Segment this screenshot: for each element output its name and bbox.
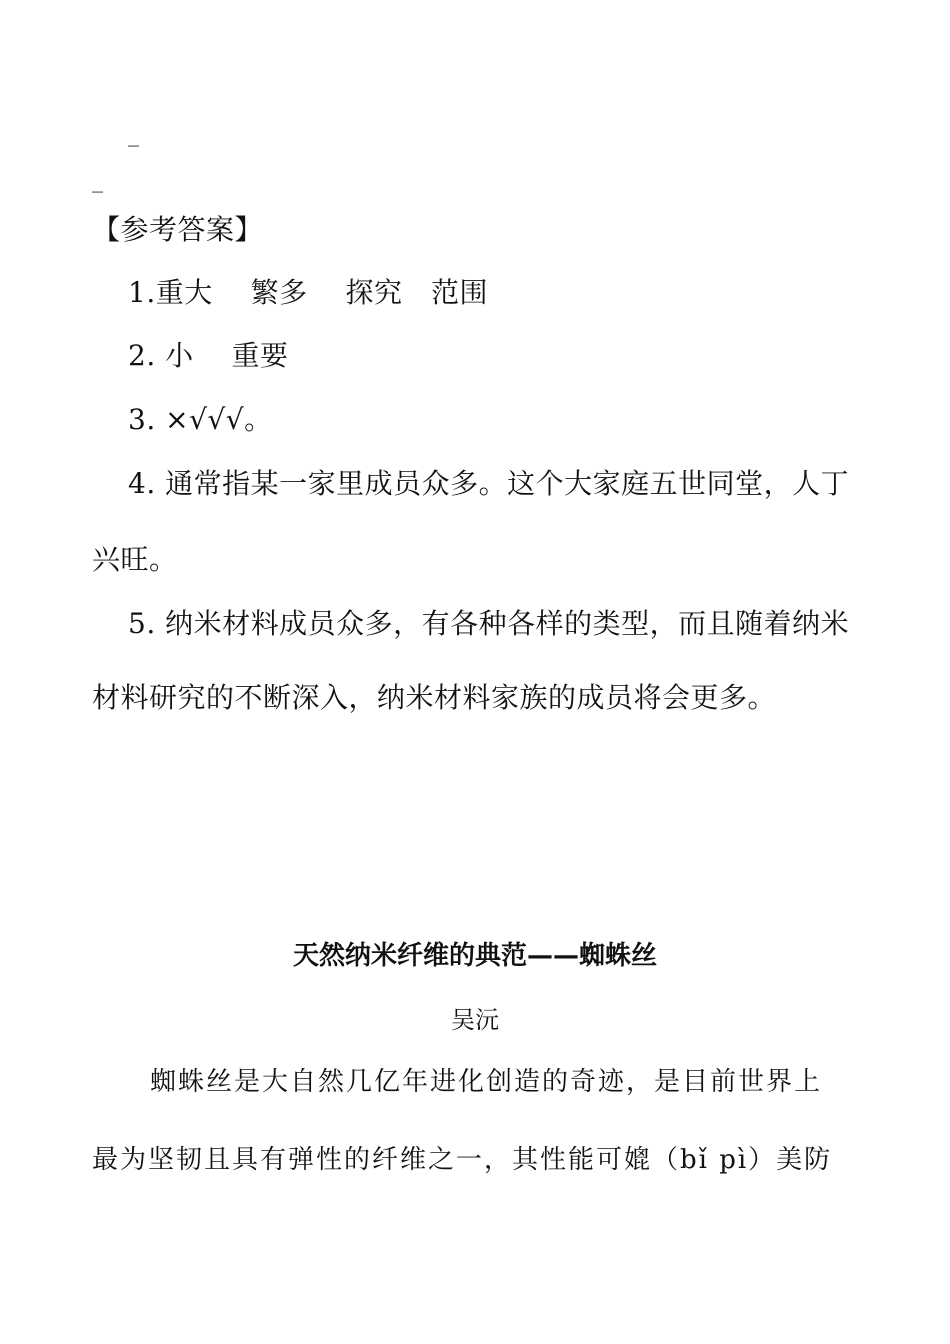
article-paragraph-line-2: 最为坚韧且具有弹性的纤维之一，其性能可媲（bǐ pì）美防 [92, 1145, 833, 1175]
blank-line-mark: _ [128, 122, 139, 147]
answer-item-4-line-2: 兴旺。 [92, 543, 178, 576]
answer-item-3: 3. ×√√√。 [128, 403, 273, 436]
answer-section-heading: 【参考答案】 [92, 213, 264, 246]
blank-line-mark: _ [92, 168, 103, 193]
answer-item-4-line-1: 4. 通常指某一家里成员众多。这个大家庭五世同堂，人丁 [128, 467, 850, 500]
answer-item-2: 2. 小 重要 [128, 339, 289, 372]
answer-item-1: 1.重大 繁多 探究 范围 [128, 276, 489, 309]
article-author: 吴沅 [451, 1006, 499, 1034]
article-paragraph-line-1: 蜘蛛丝是大自然几亿年进化创造的奇迹，是目前世界上 [150, 1067, 823, 1097]
answer-item-5-line-1: 5. 纳米材料成员众多，有各种各样的类型，而且随着纳米 [128, 607, 850, 640]
article-title: 天然纳米纤维的典范——蜘蛛丝 [292, 941, 657, 971]
answer-item-5-line-2: 材料研究的不断深入，纳米材料家族的成员将会更多。 [92, 681, 777, 714]
